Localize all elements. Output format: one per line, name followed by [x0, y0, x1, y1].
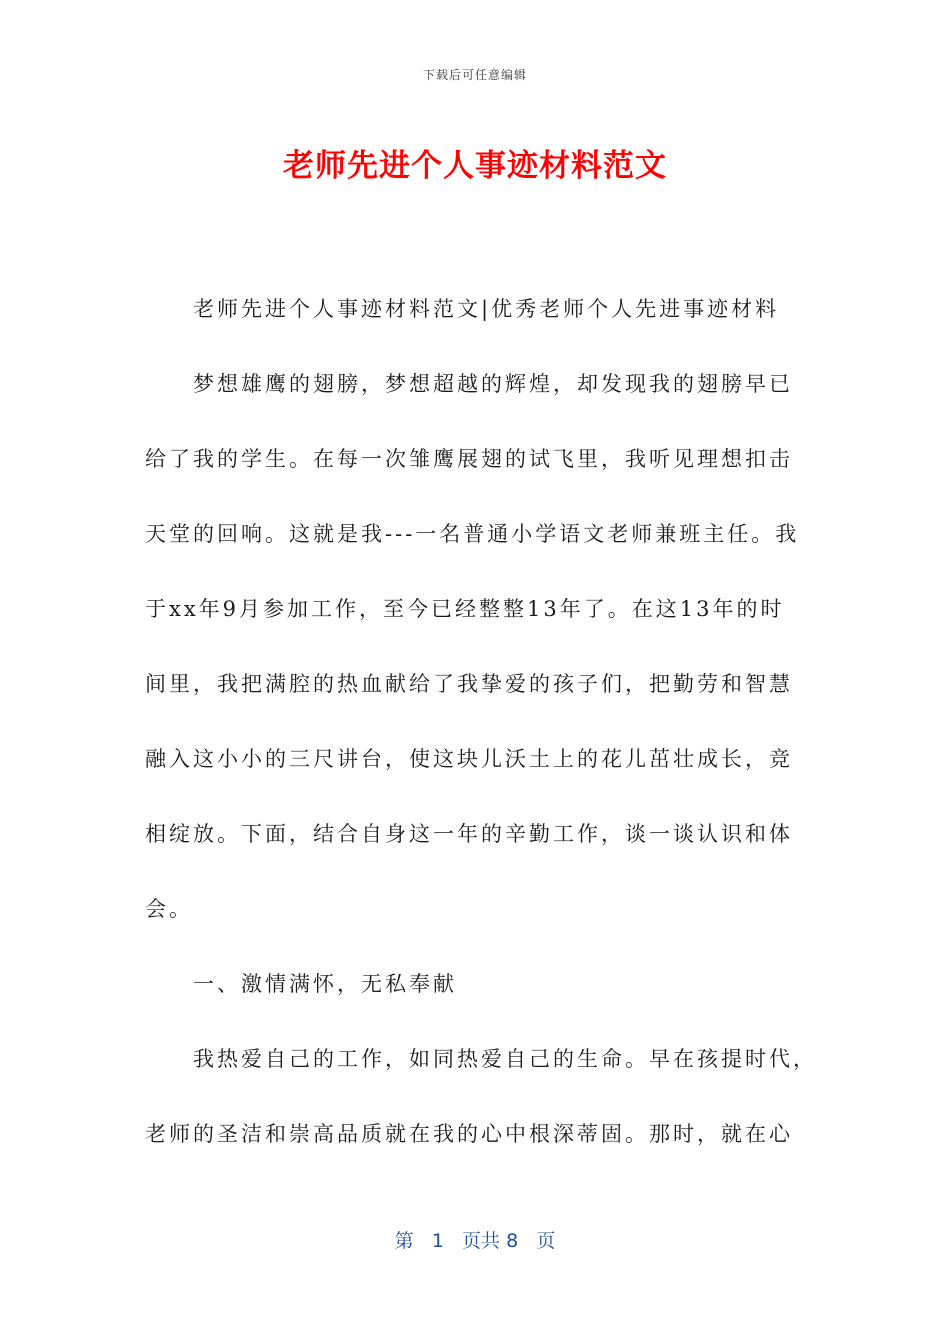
paragraph-line: 给了我的学生。在每一次雏鹰展翅的试飞里，我听见理想扣击 [145, 447, 793, 471]
footer-current-page: 1 [431, 1230, 444, 1252]
paragraph-line: 我热爱自己的工作，如同热爱自己的生命。早在孩提时代， [193, 1047, 817, 1071]
paragraph-line: 梦想雄鹰的翅膀，梦想超越的辉煌，却发现我的翅膀早已 [193, 372, 793, 396]
document-body [145, 272, 817, 1172]
paragraph-line: 融入这小小的三尺讲台，使这块儿沃土上的花儿茁壮成长，竞 [145, 747, 793, 771]
paragraph-line: 间里，我把满腔的热血献给了我挚爱的孩子们，把勤劳和智慧 [145, 672, 793, 696]
paragraph-line: 相绽放。下面，结合自身这一年的辛勤工作，谈一谈认识和体 [145, 822, 793, 846]
paragraph-line: 天堂的回响。这就是我---一名普通小学语文老师兼班主任。我 [145, 522, 800, 546]
paragraph-line: 会。 [145, 897, 193, 921]
paragraph-line: 老师的圣洁和崇高品质就在我的心中根深蒂固。那时，就在心 [145, 1122, 793, 1146]
page-footer [0, 1226, 950, 1253]
paragraph-line: 于xx年9月参加工作，至今已经整整13年了。在这13年的时 [145, 597, 785, 621]
document-title: 老师先进个人事迹材料范文 [283, 148, 667, 184]
section-heading: 一、激情满怀，无私奉献 [193, 972, 457, 996]
footer-total-pages: 8 [506, 1230, 519, 1252]
paragraph-line: 老师先进个人事迹材料范文|优秀老师个人先进事迹材料 [193, 297, 780, 321]
footer-label-of: 页共 [462, 1230, 501, 1252]
header-note: 下载后可任意编辑 [422, 68, 527, 82]
footer-label-page: 第 [394, 1230, 414, 1252]
footer-label-end: 页 [536, 1230, 556, 1252]
